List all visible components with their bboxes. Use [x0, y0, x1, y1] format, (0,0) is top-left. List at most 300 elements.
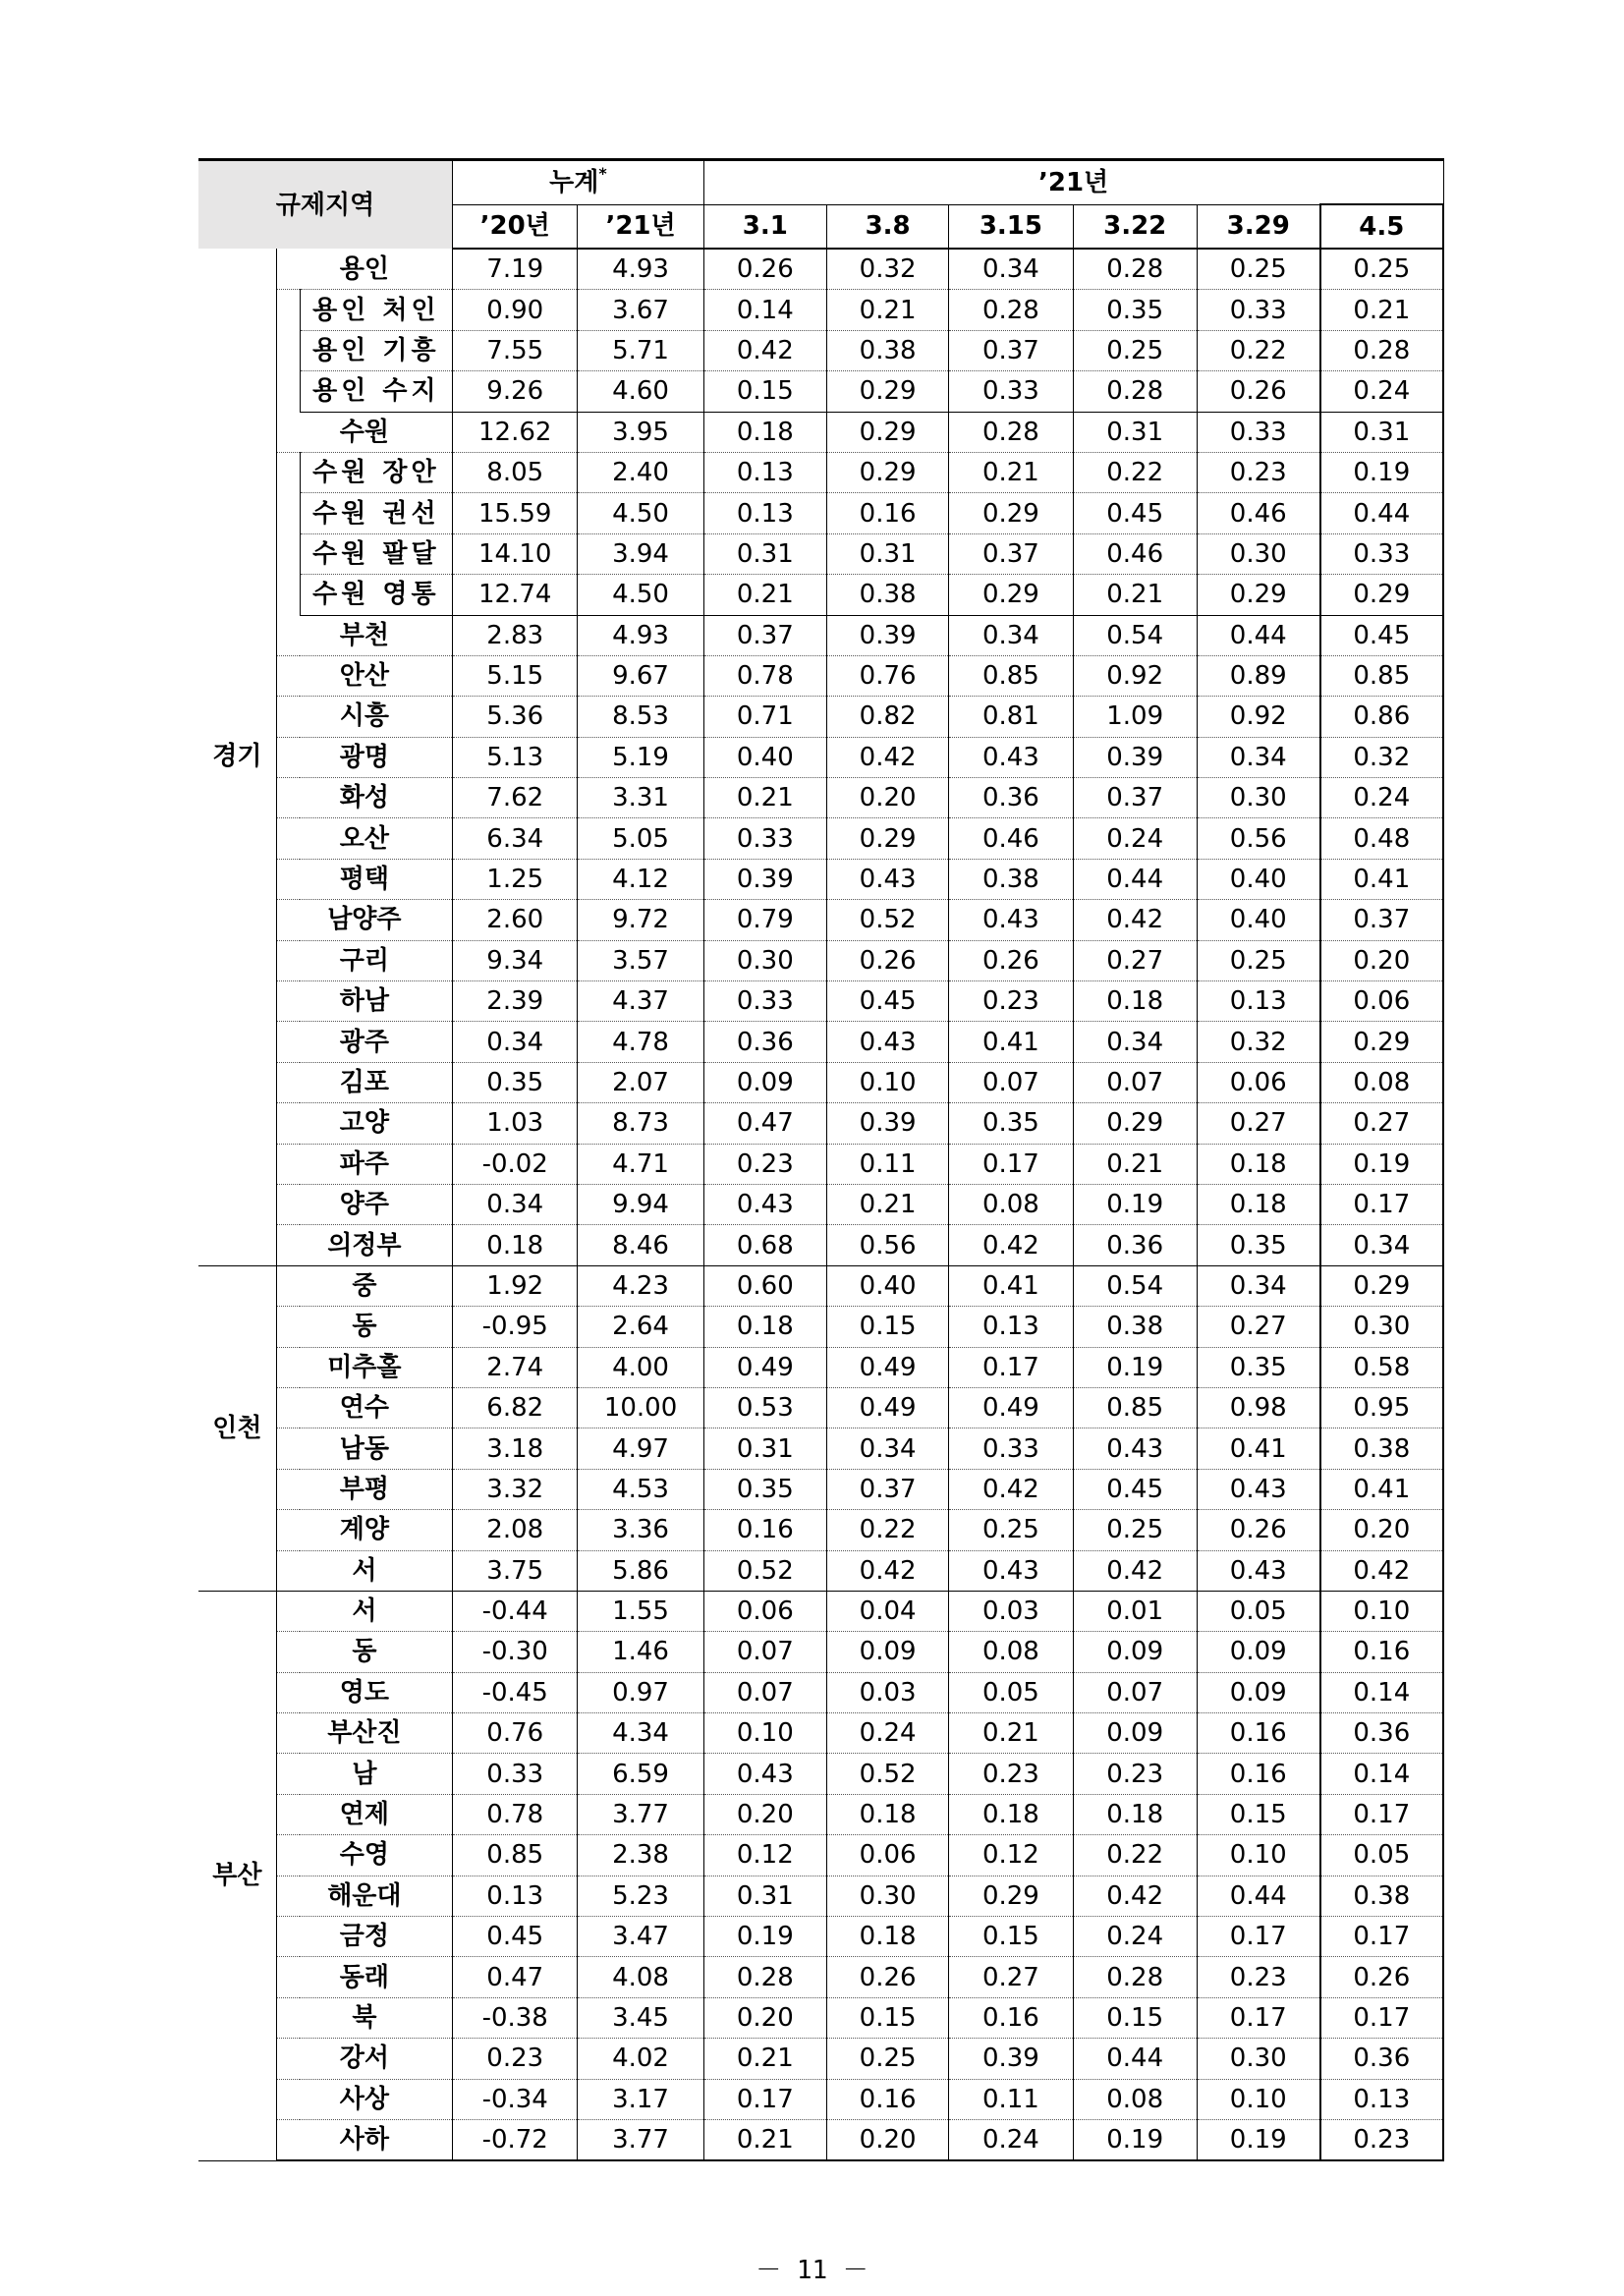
value-cell: 0.29 [949, 575, 1073, 615]
table-row [198, 371, 1443, 412]
value-cell: 0.27 [1073, 940, 1197, 980]
value-cell: 0.37 [826, 1469, 948, 1509]
value-cell: 4.53 [578, 1469, 703, 1509]
value-cell: 0.06 [1197, 1062, 1319, 1102]
table-row [198, 1510, 1443, 1550]
district-label: 수원 권선 [300, 493, 452, 533]
value-cell: 0.18 [1197, 1184, 1319, 1224]
value-cell: 8.05 [453, 452, 578, 492]
value-cell: 8.53 [578, 697, 703, 737]
value-cell: 0.26 [826, 940, 948, 980]
province-label: 경기 [198, 249, 276, 1265]
value-cell: 0.26 [1197, 371, 1319, 412]
value-cell: -0.44 [453, 1591, 578, 1631]
value-cell: 4.50 [578, 575, 703, 615]
table-row [198, 2119, 1443, 2160]
header-cum-2020: ’20년 [453, 204, 578, 249]
value-cell: 0.21 [1320, 290, 1443, 330]
region-label: 수영 [276, 1835, 452, 1876]
province-label: 인천 [198, 1265, 276, 1591]
district-label: 수원 팔달 [300, 533, 452, 574]
table-body [198, 249, 1443, 2160]
value-cell: 0.21 [703, 575, 826, 615]
value-cell: 0.23 [1197, 452, 1319, 492]
table-row [198, 859, 1443, 899]
value-cell: 0.36 [1320, 1713, 1443, 1754]
value-cell: 0.15 [1073, 1997, 1197, 2038]
value-cell: 0.31 [703, 1876, 826, 1916]
header-year: ’21년 [703, 160, 1443, 205]
value-cell: 0.21 [949, 1713, 1073, 1754]
value-cell: 1.09 [1073, 697, 1197, 737]
value-cell: 0.32 [1197, 1022, 1319, 1062]
value-cell: 0.24 [1320, 778, 1443, 818]
value-cell: 0.15 [949, 1917, 1073, 1957]
value-cell: 0.21 [703, 778, 826, 818]
value-cell: 2.83 [453, 615, 578, 655]
value-cell: 0.33 [703, 818, 826, 859]
value-cell: 0.43 [703, 1184, 826, 1224]
value-cell: 0.06 [1320, 981, 1443, 1022]
value-cell: 0.33 [949, 1428, 1073, 1469]
value-cell: 0.20 [826, 2119, 948, 2160]
value-cell: 0.13 [1320, 2079, 1443, 2119]
value-cell: 0.23 [949, 981, 1073, 1022]
value-cell: 0.16 [703, 1510, 826, 1550]
value-cell: 0.28 [1320, 330, 1443, 370]
value-cell: 2.60 [453, 900, 578, 940]
region-label: 구리 [276, 940, 452, 980]
value-cell: 0.41 [1320, 1469, 1443, 1509]
value-cell: 0.35 [1073, 290, 1197, 330]
value-cell: 3.77 [578, 2119, 703, 2160]
region-label: 동 [276, 1632, 452, 1672]
value-cell: 2.38 [578, 1835, 703, 1876]
value-cell: 0.09 [1197, 1632, 1319, 1672]
value-cell: 1.46 [578, 1632, 703, 1672]
indent-cell [276, 330, 300, 370]
value-cell: 0.08 [1073, 2079, 1197, 2119]
value-cell: 0.18 [949, 1794, 1073, 1834]
value-cell: 0.03 [826, 1672, 948, 1712]
value-cell: 4.00 [578, 1347, 703, 1387]
value-cell: 0.19 [703, 1917, 826, 1957]
value-cell: 6.59 [578, 1754, 703, 1794]
value-cell: 0.45 [1073, 493, 1197, 533]
table-row [198, 1754, 1443, 1794]
value-cell: 0.19 [1197, 2119, 1319, 2160]
value-cell: 0.37 [949, 330, 1073, 370]
table-row [198, 778, 1443, 818]
value-cell: 3.17 [578, 2079, 703, 2119]
value-cell: 0.23 [1197, 1957, 1319, 1997]
value-cell: 0.60 [703, 1265, 826, 1306]
value-cell: 2.07 [578, 1062, 703, 1102]
table-row [198, 1632, 1443, 1672]
value-cell: 0.08 [949, 1184, 1073, 1224]
value-cell: 4.12 [578, 859, 703, 899]
value-cell: 0.16 [949, 1997, 1073, 2038]
value-cell: 0.42 [1073, 1550, 1197, 1591]
value-cell: 0.45 [1320, 615, 1443, 655]
value-cell: 0.38 [826, 330, 948, 370]
value-cell: 0.07 [703, 1632, 826, 1672]
value-cell: 0.13 [453, 1876, 578, 1916]
table-row [198, 1957, 1443, 1997]
table-row [198, 412, 1443, 452]
value-cell: 0.05 [1320, 1835, 1443, 1876]
value-cell: 0.18 [1073, 1794, 1197, 1834]
value-cell: 6.34 [453, 818, 578, 859]
value-cell: 0.42 [949, 1469, 1073, 1509]
table-row [198, 615, 1443, 655]
value-cell: 0.45 [826, 981, 948, 1022]
table-row [198, 1062, 1443, 1102]
value-cell: 0.29 [1320, 1022, 1443, 1062]
value-cell: 0.17 [1320, 1917, 1443, 1957]
value-cell: 0.36 [949, 778, 1073, 818]
value-cell: 0.49 [949, 1387, 1073, 1428]
value-cell: 1.25 [453, 859, 578, 899]
value-cell: 0.22 [1073, 452, 1197, 492]
value-cell: 0.17 [1197, 1917, 1319, 1957]
value-cell: 0.14 [1320, 1754, 1443, 1794]
value-cell: 0.35 [1197, 1225, 1319, 1265]
region-label: 하남 [276, 981, 452, 1022]
district-label: 용인 처인 [300, 290, 452, 330]
table-row [198, 1347, 1443, 1387]
value-cell: 0.21 [703, 2119, 826, 2160]
value-cell: 0.30 [703, 940, 826, 980]
value-cell: 0.17 [703, 2079, 826, 2119]
value-cell: 5.13 [453, 737, 578, 777]
region-label: 남 [276, 1754, 452, 1794]
value-cell: 0.09 [826, 1632, 948, 1672]
region-label: 서 [276, 1591, 452, 1631]
value-cell: 5.19 [578, 737, 703, 777]
value-cell: 2.39 [453, 981, 578, 1022]
value-cell: 0.22 [826, 1510, 948, 1550]
value-cell: 0.16 [826, 2079, 948, 2119]
value-cell: 0.19 [1073, 1347, 1197, 1387]
value-cell: 0.20 [703, 1794, 826, 1834]
table-row [198, 1265, 1443, 1306]
value-cell: 0.24 [1073, 818, 1197, 859]
value-cell: 0.34 [1197, 737, 1319, 777]
value-cell: 0.52 [703, 1550, 826, 1591]
value-cell: 0.54 [1073, 1265, 1197, 1306]
value-cell: 0.07 [1073, 1672, 1197, 1712]
region-label: 부산진 [276, 1713, 452, 1754]
value-cell: 0.21 [826, 290, 948, 330]
value-cell: 0.14 [703, 290, 826, 330]
value-cell: 0.29 [949, 1876, 1073, 1916]
value-cell: 0.18 [703, 412, 826, 452]
value-cell: 0.18 [453, 1225, 578, 1265]
region-label: 동 [276, 1307, 452, 1347]
value-cell: 0.76 [826, 655, 948, 696]
value-cell: 0.98 [1197, 1387, 1319, 1428]
value-cell: 0.47 [453, 1957, 578, 1997]
value-cell: 0.85 [453, 1835, 578, 1876]
value-cell: 0.54 [1073, 615, 1197, 655]
value-cell: 0.31 [826, 533, 948, 574]
value-cell: 0.21 [1073, 1144, 1197, 1184]
value-cell: 0.79 [703, 900, 826, 940]
value-cell: 0.08 [1320, 1062, 1443, 1102]
value-cell: 0.20 [826, 778, 948, 818]
header-week-1: 3.1 [703, 204, 826, 249]
value-cell: 0.35 [1197, 1347, 1319, 1387]
value-cell: 0.92 [1197, 697, 1319, 737]
value-cell: 0.15 [703, 371, 826, 412]
value-cell: 3.67 [578, 290, 703, 330]
value-cell: 0.25 [1320, 249, 1443, 290]
header-week-5: 3.29 [1197, 204, 1319, 249]
value-cell: 0.45 [453, 1917, 578, 1957]
value-cell: 0.10 [703, 1713, 826, 1754]
value-cell: 0.01 [1073, 1591, 1197, 1631]
value-cell: 9.94 [578, 1184, 703, 1224]
header-week-6: 4.5 [1320, 204, 1443, 249]
value-cell: 0.33 [949, 371, 1073, 412]
value-cell: 0.16 [1197, 1713, 1319, 1754]
value-cell: 0.17 [1320, 1997, 1443, 2038]
region-label: 오산 [276, 818, 452, 859]
value-cell: 0.29 [826, 452, 948, 492]
value-cell: 0.68 [703, 1225, 826, 1265]
region-label: 김포 [276, 1062, 452, 1102]
indent-cell [276, 452, 300, 492]
value-cell: 0.16 [1320, 1632, 1443, 1672]
value-cell: 12.62 [453, 412, 578, 452]
value-cell: 0.18 [826, 1917, 948, 1957]
table-row [198, 1876, 1443, 1916]
value-cell: 0.34 [453, 1184, 578, 1224]
value-cell: 0.24 [1073, 1917, 1197, 1957]
region-label: 광명 [276, 737, 452, 777]
region-label: 고양 [276, 1103, 452, 1144]
district-label: 수원 장안 [300, 452, 452, 492]
value-cell: 0.32 [826, 249, 948, 290]
value-cell: 0.37 [1320, 900, 1443, 940]
region-label: 중 [276, 1265, 452, 1306]
value-cell: 10.00 [578, 1387, 703, 1428]
value-cell: 0.41 [949, 1022, 1073, 1062]
region-label: 시흥 [276, 697, 452, 737]
value-cell: 0.19 [1320, 452, 1443, 492]
value-cell: 0.42 [826, 1550, 948, 1591]
region-label: 해운대 [276, 1876, 452, 1916]
indent-cell [276, 533, 300, 574]
value-cell: 0.25 [1197, 249, 1319, 290]
region-label: 부평 [276, 1469, 452, 1509]
value-cell: 0.23 [453, 2039, 578, 2079]
table-row [198, 2079, 1443, 2119]
value-cell: 0.38 [826, 575, 948, 615]
value-cell: 0.39 [826, 1103, 948, 1144]
value-cell: 0.26 [949, 940, 1073, 980]
value-cell: 0.25 [1197, 940, 1319, 980]
value-cell: 0.38 [949, 859, 1073, 899]
table-row [198, 1997, 1443, 2038]
value-cell: 0.40 [703, 737, 826, 777]
value-cell: 4.93 [578, 249, 703, 290]
value-cell: -0.34 [453, 2079, 578, 2119]
value-cell: -0.38 [453, 1997, 578, 2038]
page-number: － 11 － [756, 2256, 868, 2285]
value-cell: 0.19 [1073, 2119, 1197, 2160]
value-cell: 0.85 [1320, 655, 1443, 696]
value-cell: 0.41 [949, 1265, 1073, 1306]
value-cell: 7.55 [453, 330, 578, 370]
value-cell: 0.92 [1073, 655, 1197, 696]
value-cell: 0.18 [826, 1794, 948, 1834]
value-cell: 1.03 [453, 1103, 578, 1144]
value-cell: 0.34 [949, 615, 1073, 655]
value-cell: 0.24 [949, 2119, 1073, 2160]
value-cell: 0.21 [949, 452, 1073, 492]
value-cell: 0.28 [703, 1957, 826, 1997]
region-label: 남동 [276, 1428, 452, 1469]
value-cell: 5.71 [578, 330, 703, 370]
value-cell: 0.09 [1197, 1672, 1319, 1712]
value-cell: 0.13 [1197, 981, 1319, 1022]
value-cell: 0.24 [826, 1713, 948, 1754]
value-cell: 0.33 [1197, 412, 1319, 452]
value-cell: 4.50 [578, 493, 703, 533]
table-row [198, 1835, 1443, 1876]
table-row [198, 533, 1443, 574]
value-cell: 1.55 [578, 1591, 703, 1631]
value-cell: 9.67 [578, 655, 703, 696]
value-cell: 0.40 [1197, 859, 1319, 899]
value-cell: 0.90 [453, 290, 578, 330]
value-cell: 3.45 [578, 1997, 703, 2038]
value-cell: 0.24 [1320, 371, 1443, 412]
value-cell: 0.42 [1320, 1550, 1443, 1591]
value-cell: 0.20 [1320, 940, 1443, 980]
value-cell: 0.29 [1320, 1265, 1443, 1306]
value-cell: 0.42 [703, 330, 826, 370]
table-row [198, 290, 1443, 330]
region-label: 동래 [276, 1957, 452, 1997]
value-cell: 0.43 [949, 737, 1073, 777]
header-region: 규제지역 [198, 160, 453, 250]
value-cell: 0.56 [1197, 818, 1319, 859]
table-row [198, 452, 1443, 492]
value-cell: 3.95 [578, 412, 703, 452]
value-cell: 0.39 [949, 2039, 1073, 2079]
value-cell: 0.43 [703, 1754, 826, 1794]
value-cell: 0.10 [1197, 2079, 1319, 2119]
value-cell: 0.82 [826, 697, 948, 737]
value-cell: 0.71 [703, 697, 826, 737]
value-cell: 0.30 [826, 1876, 948, 1916]
value-cell: 0.29 [826, 371, 948, 412]
value-cell: 3.36 [578, 1510, 703, 1550]
region-label: 연수 [276, 1387, 452, 1428]
value-cell: 0.42 [1073, 900, 1197, 940]
value-cell: 0.17 [949, 1347, 1073, 1387]
region-label: 화성 [276, 778, 452, 818]
value-cell: 0.06 [826, 1835, 948, 1876]
value-cell: 3.77 [578, 1794, 703, 1834]
value-cell: 0.30 [1320, 1307, 1443, 1347]
value-cell: 4.23 [578, 1265, 703, 1306]
value-cell: 0.43 [1197, 1469, 1319, 1509]
value-cell: 0.78 [703, 655, 826, 696]
value-cell: 0.12 [703, 1835, 826, 1876]
value-cell: 0.17 [1320, 1184, 1443, 1224]
value-cell: 2.74 [453, 1347, 578, 1387]
table-row [198, 1917, 1443, 1957]
value-cell: 0.42 [1073, 1876, 1197, 1916]
value-cell: 0.34 [1320, 1225, 1443, 1265]
value-cell: 0.36 [703, 1022, 826, 1062]
value-cell: 0.43 [949, 1550, 1073, 1591]
table-row [198, 493, 1443, 533]
value-cell: 0.56 [826, 1225, 948, 1265]
value-cell: 0.44 [1197, 1876, 1319, 1916]
district-label: 수원 영통 [300, 575, 452, 615]
value-cell: 0.38 [1320, 1428, 1443, 1469]
value-cell: 0.10 [826, 1062, 948, 1102]
value-cell: 0.33 [453, 1754, 578, 1794]
value-cell: 2.64 [578, 1307, 703, 1347]
table-row [198, 575, 1443, 615]
value-cell: 0.26 [1320, 1957, 1443, 1997]
region-label: 서 [276, 1550, 452, 1591]
header-cumulative [453, 160, 704, 205]
value-cell: 0.21 [826, 1184, 948, 1224]
value-cell: 0.16 [826, 493, 948, 533]
value-cell: -0.30 [453, 1632, 578, 1672]
value-cell: 9.34 [453, 940, 578, 980]
value-cell: 0.12 [949, 1835, 1073, 1876]
value-cell: 0.39 [703, 859, 826, 899]
value-cell: 5.15 [453, 655, 578, 696]
value-cell: 0.26 [1197, 1510, 1319, 1550]
region-label: 의정부 [276, 1225, 452, 1265]
value-cell: 0.52 [826, 1754, 948, 1794]
value-cell: 0.29 [1320, 575, 1443, 615]
region-label: 미추홀 [276, 1347, 452, 1387]
indent-cell [276, 290, 300, 330]
value-cell: 0.29 [826, 818, 948, 859]
value-cell: 0.23 [949, 1754, 1073, 1794]
value-cell: 0.21 [1073, 575, 1197, 615]
region-label: 사상 [276, 2079, 452, 2119]
value-cell: 0.44 [1073, 2039, 1197, 2079]
value-cell: 0.34 [1197, 1265, 1319, 1306]
value-cell: 0.40 [826, 1265, 948, 1306]
value-cell: 0.05 [949, 1672, 1073, 1712]
value-cell: 2.08 [453, 1510, 578, 1550]
value-cell: 0.30 [1197, 2039, 1319, 2079]
region-label: 평택 [276, 859, 452, 899]
value-cell: 0.19 [1073, 1184, 1197, 1224]
value-cell: 0.44 [1320, 493, 1443, 533]
region-label: 안산 [276, 655, 452, 696]
value-cell: 0.43 [1197, 1550, 1319, 1591]
value-cell: 0.46 [1197, 493, 1319, 533]
value-cell: 0.44 [1197, 615, 1319, 655]
table-row [198, 818, 1443, 859]
value-cell: 4.08 [578, 1957, 703, 1997]
value-cell: 0.43 [826, 859, 948, 899]
value-cell: 0.09 [1073, 1713, 1197, 1754]
